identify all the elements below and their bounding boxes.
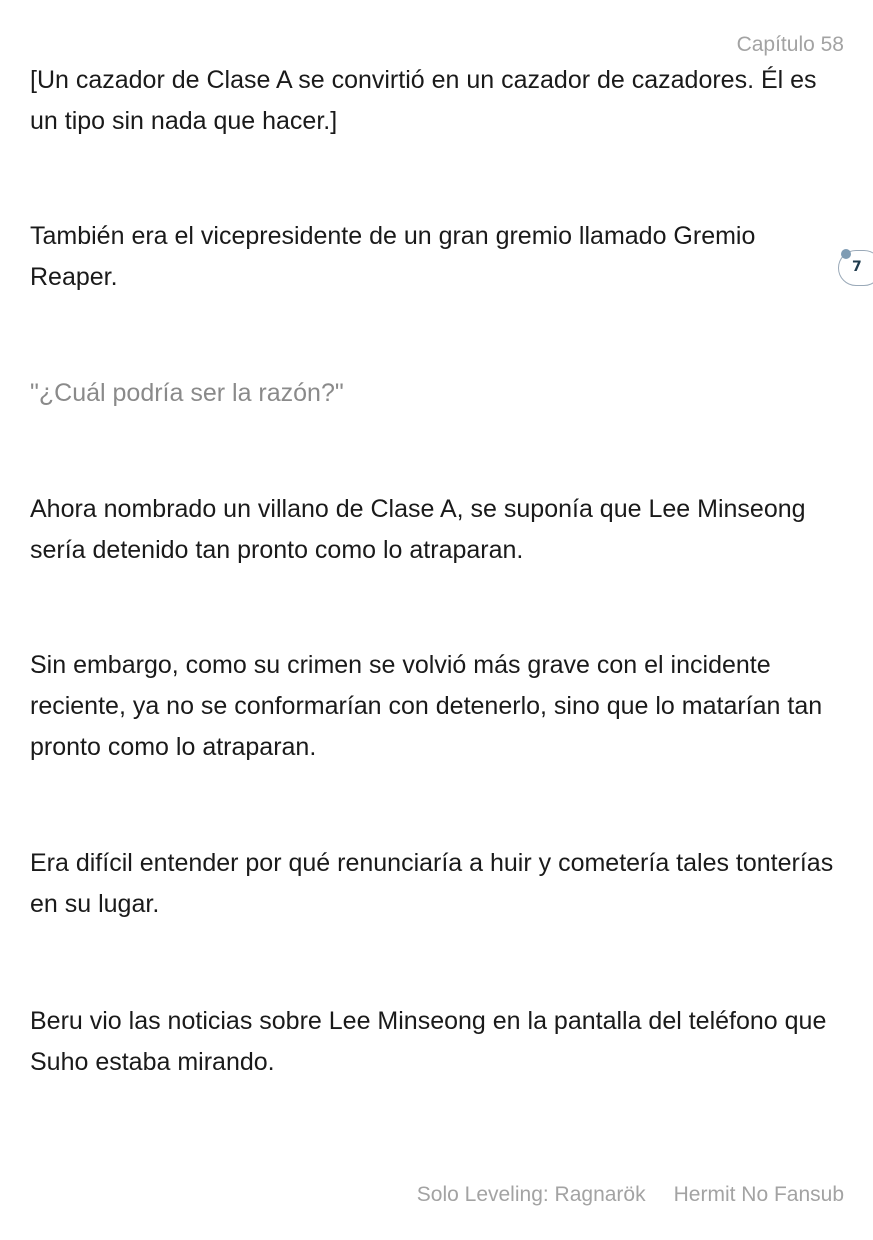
page-footer: [417, 1181, 844, 1209]
chapter-title: Capítulo 58: [736, 33, 844, 56]
paragraph: Ahora nombrado un villano de Clase A, se suponía que Lee Minseong sería detenido tan pronto como lo atraparan.: [30, 495, 806, 564]
translator-credit: Hermit No Fansub: [673, 1183, 844, 1206]
page-number: 7: [852, 259, 862, 275]
paragraph: Sin embargo, como su crimen se volvió más grave con el incidente reciente, ya no se conformarían con detenerlo, sino que lo matarían tan pronto como lo atraparan.: [30, 651, 823, 761]
progress-dot-icon: [841, 249, 851, 259]
paragraph: También era el vicepresidente de un gran gremio llamado Gremio Reaper.: [30, 222, 756, 291]
dialogue-paragraph: "¿Cuál podría ser la razón?": [30, 379, 344, 407]
book-title: Solo Leveling: Ragnarök: [416, 1183, 646, 1206]
paragraph: Era difícil entender por qué renunciaría a huir y cometería tales tonterías en su lugar.: [30, 849, 834, 918]
paragraph: Beru vio las noticias sobre Lee Minseong en la pantalla del teléfono que Suho estaba mirando.: [30, 1007, 827, 1076]
paragraph: [Un cazador de Clase A se convirtió en un cazador de cazadores. Él es un tipo sin nada que hacer.]: [30, 66, 817, 135]
